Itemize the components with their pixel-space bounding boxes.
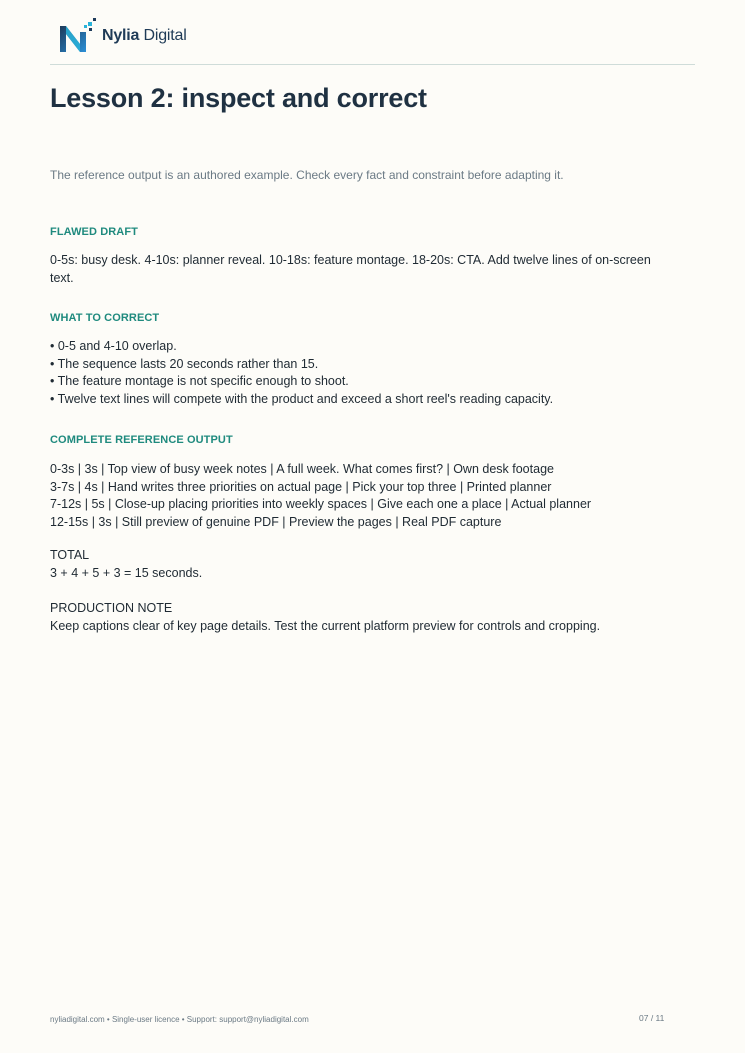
brand-logo[interactable] (58, 18, 187, 54)
reference-row: 3-7s | 4s | Hand writes three priorities on actual page | Pick your top three | Printed planner (50, 479, 552, 494)
correction-list (50, 338, 553, 408)
header (50, 14, 695, 64)
page-number: 07 / 11 (639, 1013, 665, 1023)
list-item: • The feature montage is not specific enough to shoot. (50, 374, 349, 388)
flawed-draft-text: 0-5s: busy desk. 4-10s: planner reveal. 10-18s: feature montage. 18-20s: CTA. Add twelve lines of on-screen text. (50, 253, 651, 285)
reference-rows (50, 461, 591, 531)
footer-info: nyliadigital.com • Single-user licence • Support: support@nyliadigital.com (50, 1015, 309, 1024)
total-label: TOTAL (50, 548, 90, 562)
flawed-draft-label: FLAWED DRAFT (50, 226, 138, 238)
production-note-text: Keep captions clear of key page details. Test the current platform preview for controls and cropping. (50, 618, 601, 633)
total-block (50, 547, 202, 582)
page-title: Lesson 2: inspect and correct (50, 83, 427, 113)
list-item: • Twelve text lines will compete with the product and exceed a short reel's reading capacity. (50, 391, 554, 406)
what-to-correct-label: WHAT TO CORRECT (50, 312, 160, 324)
reference-output-label: COMPLETE REFERENCE OUTPUT (50, 434, 233, 446)
list-item: • The sequence lasts 20 seconds rather than 15. (50, 356, 319, 371)
nylia-logo-icon (58, 18, 98, 54)
reference-row: 7-12s | 5s | Close-up placing priorities into weekly spaces | Give each one a place | Actual planner (50, 497, 592, 511)
reference-row: 0-3s | 3s | Top view of busy week notes | A full week. What comes first? | Own desk footage (50, 462, 554, 476)
intro-text: The reference output is an authored example. Check every fact and constraint before adapting it. (50, 168, 564, 182)
header-divider (50, 64, 695, 65)
reference-row: 12-15s | 3s | Still preview of genuine PDF | Preview the pages | Real PDF capture (50, 514, 502, 529)
total-text: 3 + 4 + 5 + 3 = 15 seconds. (50, 565, 203, 580)
production-note-block (50, 600, 600, 635)
brand-name: Nylia Digital (102, 27, 187, 44)
list-item: • 0-5 and 4-10 overlap. (50, 339, 177, 353)
production-note-label: PRODUCTION NOTE (50, 601, 173, 615)
